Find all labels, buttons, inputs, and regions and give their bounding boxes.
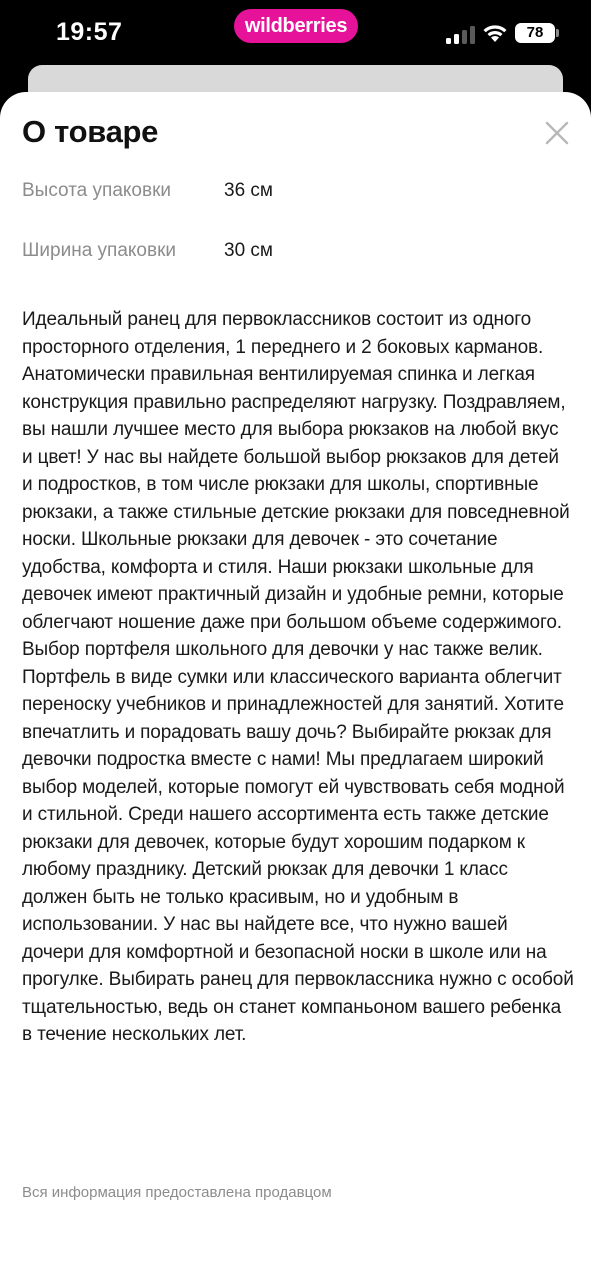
product-description: Идеальный ранец для первоклассников состоит из одного просторного отделения, 1 переднего и 2 боковых карманов. Анатомически правильная вентилируемая спинка и легкая конструкция правильно распределяют нагрузку. Поздравляем, вы нашли лучшее место для выбора рюкзаков на любой вкус и цвет! У нас вы найдете большой выбор рюкзаков для детей и подростков, в том числе рюкзаки для школы, спортивные рюкзаки, а также стильные детские рюкзаки для повседневной носки. Школьные рюкзаки для девочек - это сочетание удобства, комфорта и стиля. Наши рюкзаки школьные для девочек имеют практичный дизайн и удобные ремни, которые облегчают ношение даже при большом объеме содержимого. Выбор портфеля школьного для девочки у нас также велик. Портфель в виде сумки или классического варианта облегчит переноску учебников и принадлежностей для занятий. Хотите впечатлить и порадовать вашу дочь? Выбирайте рюкзак для девочки подростка вместе с нами! Мы предлагаем широкий выбор моделей, которые помогут ей чувствовать себя модной и стильной. Среди нашего ассортимента есть также детские рюкзаки для девочек, которые будут хорошим подарком к любому празднику. Детский рюкзак для девочки 1 класс должен быть не только красивым, но и удобным в использовании. У нас вы найдете все, что нужно вашей дочери для комфортной и безопасной носки в школе или на прогулке. Выбирать ранец для первоклассника нужно с особой тщательностью, ведь он станет компаньоном вашего ребенка в течение нескольких лет. xyxy=(22,309,574,1045)
about-product-sheet xyxy=(0,92,591,1280)
spec-label: Ширина упаковки xyxy=(22,240,177,261)
battery-icon: 78 xyxy=(515,23,555,43)
wifi-icon xyxy=(482,23,508,43)
seller-info-note: Вся информация предоставлена продавцом xyxy=(22,1184,332,1201)
close-icon xyxy=(545,121,569,145)
sheet-title: О товаре xyxy=(22,114,159,149)
spec-value: 30 см xyxy=(224,240,273,261)
close-button[interactable] xyxy=(540,116,574,150)
status-bar xyxy=(0,0,591,62)
battery-tip xyxy=(556,29,559,37)
brand-logo[interactable]: wildberries xyxy=(234,9,358,43)
spec-label: Высота упаковки xyxy=(22,180,171,201)
status-time: 19:57 xyxy=(56,18,123,46)
spec-value: 36 см xyxy=(224,180,273,201)
signal-icon xyxy=(446,26,476,44)
